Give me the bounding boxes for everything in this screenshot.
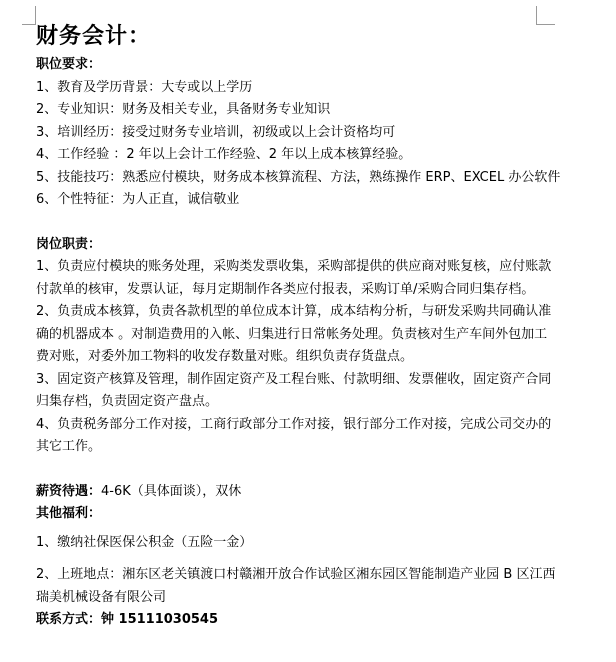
benefits-heading: 其他福利：	[36, 506, 102, 521]
work-location-line: 2、上班地点：湘东区老关镇渡口村赣湘开放合作试验区湘东园区智能制造产业园 B 区江西	[36, 567, 556, 582]
paragraph-spacer	[36, 212, 576, 234]
crop-mark-top-left	[22, 6, 36, 25]
paragraph-spacer	[36, 554, 576, 564]
requirement-item: 4、工作经验 ：2 年以上会计工作经验、2 年以上成本核算经验。	[36, 147, 412, 162]
contact-info: 联系方式：钟 15111030545	[36, 612, 219, 627]
benefit-item: 1、缴纳社保医保公积金（五险一金）	[36, 534, 253, 550]
duty-line: 4、负责税务部分工作对接，工商行政部分工作对接，银行部分工作对接，完成公司交办的	[36, 416, 552, 432]
requirements-heading: 职位要求：	[36, 57, 102, 72]
duty-line: 确的机器成本 。对制造费用的入帐、归集进行日常帐务处理。负责核对生产车间外包加工	[36, 326, 548, 342]
duty-line: 付款单的核审，发票认证，每月定期制作各类应付报表，采购订单/采购合同归集存档。	[36, 281, 535, 297]
requirement-item: 6、个性特征：为人正直，诚信敬业	[36, 192, 240, 207]
requirement-item: 2、专业知识：财务及相关专业，具备财务专业知识	[36, 102, 331, 117]
salary-label: 薪资待遇：	[36, 483, 102, 499]
document-body[interactable]	[36, 20, 576, 632]
duty-line: 其它工作。	[36, 439, 102, 454]
work-location-line: 瑞美机械设备有限公司	[36, 589, 167, 605]
duty-line: 3、固定资产核算及管理，制作固定资产及工程台账、付款明细、发票催收，固定资产合同	[36, 371, 552, 387]
requirement-item: 3、培训经历：接受过财务专业培训，初级或以上会计资格均可	[36, 124, 396, 140]
salary-line	[36, 481, 576, 504]
requirement-item: 5、技能技巧：熟悉应付模块，财务成本核算流程、方法，熟练操作 ERP、EXCEL 办公软件	[36, 169, 561, 185]
requirement-item: 1、教育及学历背景：大专或以上学历	[36, 79, 253, 95]
salary-value: 4-6K（具体面谈），双休	[101, 483, 242, 499]
paragraph-spacer	[36, 459, 576, 481]
duty-line: 2、负责成本核算，负责各款机型的单位成本计算，成本结构分析，与研发采购共同确认准	[36, 304, 552, 319]
duties-heading: 岗位职责：	[36, 236, 102, 252]
document-title: 财务会计：	[36, 24, 152, 49]
duty-line: 归集存档，负责固定资产盘点。	[36, 394, 219, 409]
duty-line: 1、负责应付模块的账务处理，采购类发票收集，采购部提供的供应商对账复核，应付账款	[36, 259, 552, 274]
duty-line: 费对账，对委外加工物料的收发存数量对账。组织负责存货盘点。	[36, 349, 414, 364]
